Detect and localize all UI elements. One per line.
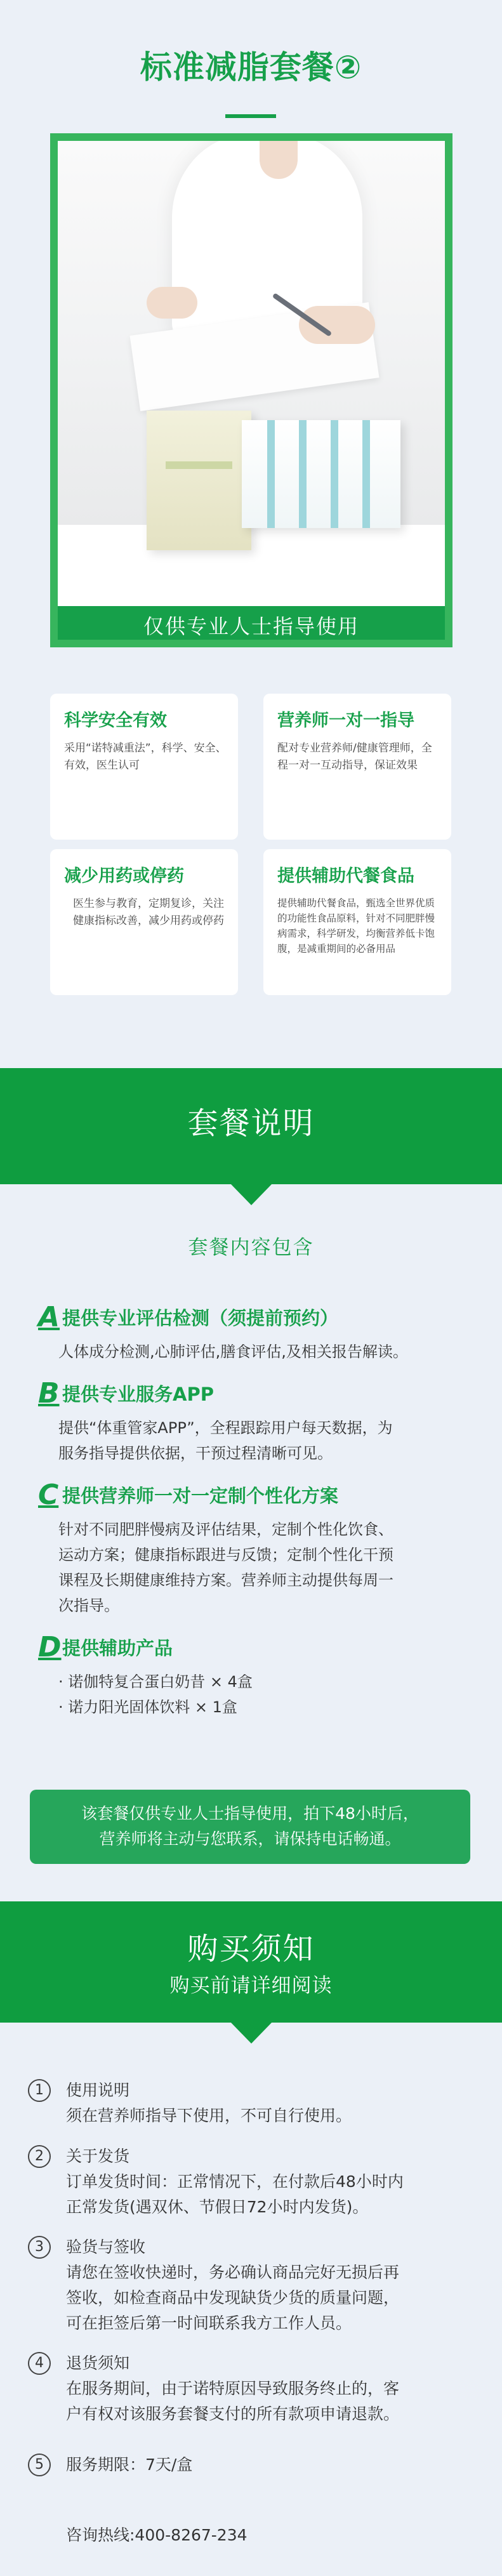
page-title: 标准减脂套餐② [140,49,362,86]
package-product-line: · 诺力阳光固体饮料 × 1盒 [58,1698,237,1716]
package-note-line: 该套餐仅供专业人士指导使用，拍下48小时后， [81,1804,419,1823]
package-item-title: 提供专业服务APP [62,1384,214,1405]
feature-card [263,849,451,995]
purchase-note-line: 订单发货时间：正常情况下，在付款后48小时内 [66,2172,404,2191]
feature-card-title: 提供辅助代餐食品 [277,866,414,886]
item-number-badge: 5 [28,2454,51,2476]
sachet-illustration [331,420,338,528]
package-item-line: 课程及长期健康维持方案。营养师主动提供每周一 [58,1571,393,1589]
purchase-note-body [66,2103,498,2129]
package-note-line: 营养师将主动与您联系，请保持电话畅通。 [99,1830,401,1848]
package-item [38,1479,482,1618]
purchase-note-title: 退货须知 [66,2354,130,2372]
purchase-note-body [66,2260,498,2336]
package-contents-label: 套餐内容包含 [188,1236,314,1259]
feature-card [263,694,451,840]
package-item-line: 次指导。 [58,1597,119,1615]
sachet-illustration [267,420,275,528]
purchase-note-line: 请您在签收快递时，务必确认商品完好无损后再 [66,2263,400,2282]
purchase-banner [0,1901,502,2023]
purchase-note-title: 服务期限：7天/盒 [66,2455,193,2474]
purchase-note-body [66,2376,498,2427]
feature-card [50,849,238,995]
package-item-line: 运动方案；健康指标跟进与反馈；定制个性化干预 [58,1546,393,1564]
purchase-note-line: 在服务期间，由于诺特原因导致服务终止的，客 [66,2379,400,2398]
package-item [38,1301,482,1364]
purchase-note-line: 户有权对该服务套餐支付的所有款项申请退款。 [66,2405,400,2423]
package-item-letter: D [38,1631,62,1663]
banner-arrow [230,2022,272,2044]
package-item-title: 提供营养师一对一定制个性化方案 [62,1485,339,1507]
product-box-illustration [147,411,251,550]
item-number-badge: 4 [28,2352,51,2375]
item-number-badge: 3 [28,2236,51,2259]
purchase-note-line: 须在营养师指导下使用，不可自行使用。 [66,2106,352,2125]
item-number-badge: 1 [28,2079,51,2102]
package-banner [0,1068,502,1184]
feature-card-body: 提供辅助代餐食品，甄选全世界优质的功能性食品原料，针对不同肥胖慢病需求，科学研发，均衡营养低卡饱腹，是减重期间的必备用品 [277,897,435,954]
package-product-line: · 诺伽特复合蛋白奶昔 × 4盒 [58,1673,253,1691]
feature-card-title: 营养师一对一指导 [277,711,414,730]
product-box-label [166,461,232,469]
hand-illustration [299,306,375,344]
package-item-title: 提供专业评估检测（须提前预约） [62,1307,339,1329]
feature-card-body: 配对专业营养师/健康管理师，全程一对一互动指导，保证效果 [277,742,432,772]
hero-frame [50,133,452,647]
hero-image [58,141,445,525]
feature-card-title: 科学安全有效 [64,711,167,730]
sachet-illustration [362,420,370,528]
hand-illustration [147,287,197,319]
feature-card-body: 采用“诺特减重法”，科学、安全、有效，医生认可 [64,742,227,772]
package-item [38,1377,482,1466]
purchase-note-body [66,2169,498,2220]
purchase-banner-subtitle: 购买前请详细阅读 [169,1974,333,1997]
sachet-illustration [299,420,307,528]
package-item-line: 人体成分检测,心肺评估,膳食评估,及相关报告解读。 [58,1343,408,1361]
title-underline [225,114,276,118]
purchase-note-title: 使用说明 [66,2081,130,2099]
feature-card-body: 医生参与教育，定期复诊，关注健康指标改善，减少用药或停药 [73,897,224,927]
feature-card [50,694,238,840]
purchase-note-line: 正常发货(遇双休、节假日72小时内发货)。 [66,2198,369,2216]
package-item-line: 提供“体重管家APP”，全程跟踪用户每天数据，为 [58,1419,393,1437]
package-item-line: 针对不同肥胖慢病及评估结果，定制个性化饮食、 [58,1521,393,1538]
package-banner-title: 套餐说明 [187,1106,315,1141]
hero-caption: 仅供专业人士指导使用 [58,606,445,647]
package-item-letter: A [38,1301,60,1333]
package-item-title: 提供辅助产品 [62,1637,173,1659]
doctor-neck-illustration [260,141,298,179]
banner-arrow [230,1184,272,1205]
purchase-note-title: 关于发货 [66,2147,130,2165]
feature-card-title: 减少用药或停药 [64,866,184,886]
purchase-note-title: 验货与签收 [66,2238,146,2256]
item-number-badge: 2 [28,2145,51,2168]
package-item-line: 服务指导提供依据，干预过程清晰可见。 [58,1444,333,1462]
package-item-letter: B [38,1377,60,1410]
purchase-note-line: 可在拒签后第一时间联系我方工作人员。 [66,2314,352,2332]
package-item [38,1631,482,1720]
purchase-banner-title: 购买须知 [187,1931,315,1967]
product-sachet-box-illustration [242,420,400,528]
package-item-letter: C [38,1479,59,1511]
purchase-note-line: 签收，如检查商品中发现缺货少货的质量问题， [66,2289,400,2307]
hotline-text: 咨询热线:400-8267-234 [66,2526,248,2544]
package-note [30,1790,470,1864]
